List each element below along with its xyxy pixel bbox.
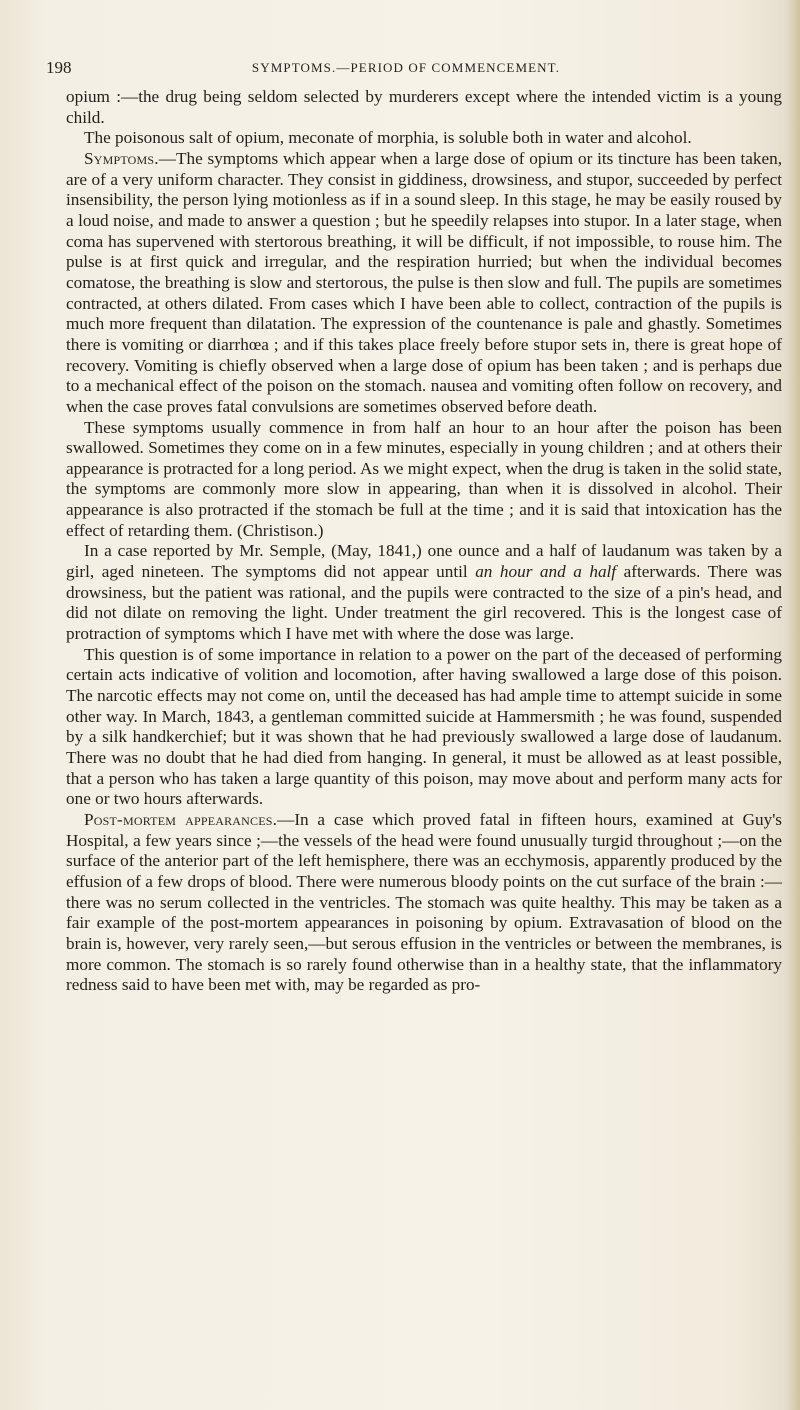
- page-number: 198: [46, 58, 72, 77]
- running-title: SYMPTOMS.—PERIOD OF COMMENCEMENT.: [251, 60, 561, 75]
- paragraph: [66, 87, 782, 128]
- paragraph: [66, 149, 782, 418]
- paragraph: [66, 128, 782, 149]
- paragraph-text: In a case reported by Mr. Semple, (May, 1841,) one ounce and a half of laudanum was taken by a girl, aged nineteen. The symptoms did not appear until: [66, 541, 782, 582]
- section-lead: Symptoms.: [84, 148, 159, 168]
- paragraph-text: —In a case which proved fatal in fifteen hours, examined at Guy's Hospital, a few years since ;—the vessels of the head were found unusually turgid throughout ;—on the surface of the anterior part of the left hemisphere, there was an ecchymosis, apparently produced by the effusion of a few drops of blood. There were numerous bloody points on the cut surface of the brain :—there was no serum collected in the ventricles. The stomach was quite healthy. This may be taken as a fair example of the post-mortem appearances in poisoning by opium. Extravasation of blood on the brain is, however, very rarely seen,—but serous effusion in the ventricles or between the membranes, is more common. The stomach is so rarely found otherwise than in a healthy state, that the inflammatory redness said to have been met with, may be regarded as pro-: [66, 809, 782, 995]
- section-lead: Post-mortem appearances.: [84, 809, 278, 829]
- paragraph: [66, 810, 782, 996]
- paragraph: [66, 645, 782, 810]
- paragraph-text-tail: afterwards. There was drowsiness, but the patient was rational, and the pupils were contracted to the size of a pin's head, and did not dilate on removing the light. Under treatment the girl recovered. This is the longest case of protraction of symptoms which I have met with where the dose was large.: [66, 562, 782, 644]
- paragraph-text: These symptoms usually commence in from half an hour to an hour after the poison has been swallowed. Sometimes they come on in a few minutes, especially in young children ; and at others their appearance is protracted for a long period. As we might expect, when the drug is taken in the solid state, the symptoms are commonly more slow in appearing, than when it is dissolved in alcohol. Their appearance is also protracted if the stomach be full at the time ; and it is said that intoxication has the effect of retarding them. (Christison.): [66, 417, 782, 540]
- paragraph-text: The poisonous salt of opium, meconate of morphia, is soluble both in water and alcohol.: [84, 128, 692, 148]
- page-edge-shadow: [786, 0, 800, 1410]
- body-text: [66, 87, 782, 996]
- italic-phrase: an hour and a half: [475, 562, 617, 582]
- paragraph-text: —The symptoms which appear when a large dose of opium or its tincture has been taken, are of a very uniform character. They consist in giddiness, drowsiness, and stupor, succeeded by perfect insensibility, the person lying motionless as if in a sound sleep. In this stage, he may be easily roused by a loud noise, and made to answer a question ; but he speedily relapses into stupor. In a later stage, when coma has supervened with stertorous breathing, it will be difficult, if not impossible, to rouse him. The pulse is at first quick and irregular, and the respiration hurried; but when the individual becomes comatose, the breathing is slow and stertorous, the pulse is then slow and full. The pupils are sometimes contracted, at others dilated. From cases which I have been able to collect, contraction of the pupils is much more frequent than dilatation. The expression of the countenance is pale and ghastly. Sometimes there is vomiting or diarrhœa ; and if this takes place freely before stupor sets in, there is great hope of recovery. Vomiting is chiefly observed when a large dose of opium has been taken ; and is perhaps due to a mechanical effect of the poison on the stomach. nausea and vomiting often follow on recovery, and when the case proves fatal convulsions are sometimes observed before death.: [66, 148, 782, 416]
- paragraph-text: This question is of some importance in relation to a power on the part of the deceased of performing certain acts indicative of volition and locomotion, after having swallowed a large dose of this poison. The narcotic effects may not come on, until the deceased has had ample time to attempt suicide in some other way. In March, 1843, a gentleman committed suicide at Hammersmith ; he was found, suspended by a silk handkerchief; but it was shown that he had previously swallowed a large dose of laudanum. There was no doubt that he had died from hanging. In general, it must be allowed as at least possible, that a person who has taken a large quantity of this poison, may move about and perform many acts for one or two hours afterwards.: [66, 644, 782, 809]
- running-header: [46, 58, 766, 82]
- paragraph: [66, 418, 782, 542]
- paragraph: [66, 541, 782, 644]
- paragraph-text: opium :—the drug being seldom selected by murderers except where the intended victim is a young child.: [66, 87, 782, 127]
